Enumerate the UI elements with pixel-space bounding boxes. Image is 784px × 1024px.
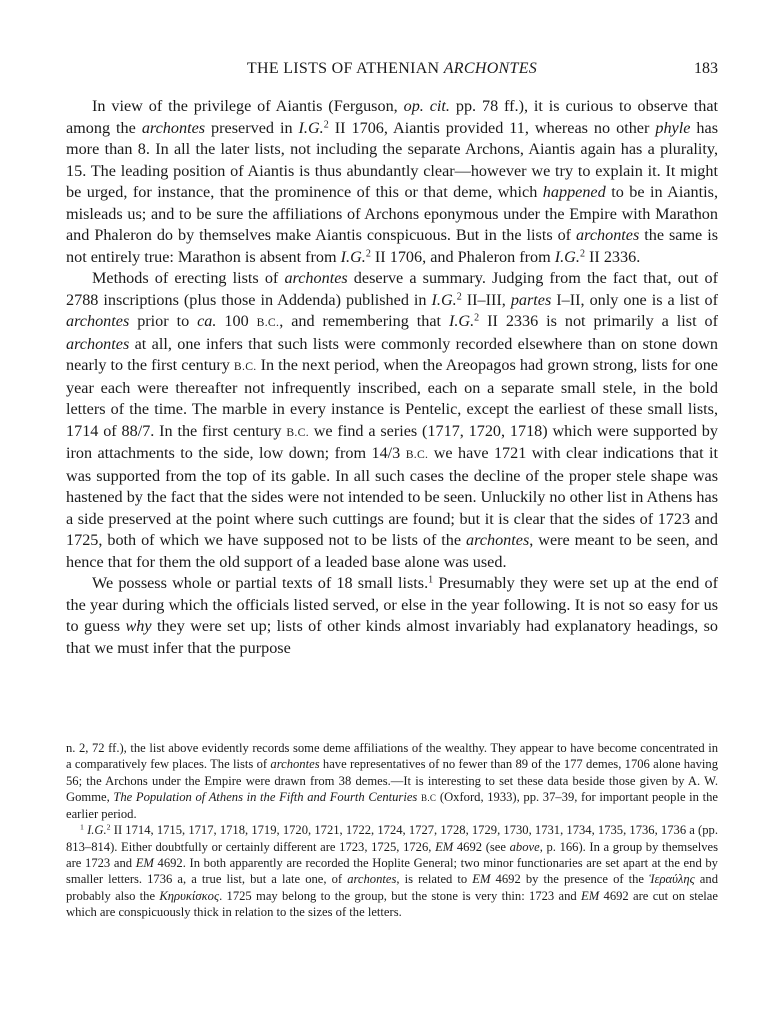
text-run: Presumably they were set up at the end of the year during which the officials listed served, or else in the year following. It is not so easy for us to guess — [66, 574, 718, 635]
italic-run: why — [125, 617, 152, 635]
text-run: 4692 are cut on stelae which are conspicuously thick in relation to the sizes of the letters. — [66, 888, 718, 919]
superscript: 2 — [474, 312, 480, 324]
italic-run: op. cit. — [403, 97, 450, 115]
page-number: 183 — [694, 60, 718, 77]
italic-run: EM — [435, 839, 454, 854]
text-run: (Oxford, 1933), pp. 37–39, for important people in the earlier period. — [66, 789, 718, 822]
paragraph — [66, 573, 718, 659]
small-caps-run: B.C. — [405, 448, 429, 461]
text-run: deserve a summary. Judging from the fact that, out of 2788 inscriptions (plus those in Addenda) published in — [66, 269, 718, 309]
italic-run: archontes — [347, 872, 397, 887]
italic-run: I.G. — [448, 312, 475, 330]
text-run: we find a series (1717, 1720, 1718) which were supported by iron attachments to the side, low down; from 14/3 — [66, 421, 718, 462]
text-run: prior to — [129, 312, 198, 330]
text-run: , p. 166). In a group by themselves are 1723 and — [66, 839, 718, 871]
text-run: II 1706, Aiantis provided 11, whereas no other — [328, 118, 656, 137]
italic-run: I.G. — [431, 290, 457, 309]
text-run: the same is not entirely true: Marathon is absent from — [66, 226, 718, 266]
text-run: In view of the privilege of Aiantis (Ferguson, — [92, 97, 404, 115]
text-run: preserved in — [205, 118, 299, 137]
text-run: , and remembering that — [279, 312, 449, 330]
small-caps-run: B.C — [420, 792, 437, 803]
text-run: II 2336. — [584, 247, 641, 266]
text-run: II 1706, and Phaleron from — [370, 247, 555, 266]
italic-run: I.G. — [298, 118, 324, 137]
italic-run: Κηρυκίσκος — [159, 888, 220, 903]
italic-run: archontes — [284, 269, 348, 287]
text-run: II 2336 is not primarily a list of — [479, 312, 718, 330]
text-run: 4692 (see — [453, 839, 510, 854]
italic-run: phyle — [655, 118, 691, 137]
italic-run: ca. — [197, 312, 217, 330]
italic-run: EM — [472, 872, 491, 887]
superscript: 2 — [106, 823, 111, 833]
body-text — [66, 96, 718, 659]
italic-run: happened — [542, 183, 606, 201]
superscript: 1 — [428, 574, 434, 586]
paragraph — [66, 96, 718, 268]
running-title-italic: ARCHONTES — [443, 60, 538, 77]
italic-run: EM — [135, 856, 154, 871]
small-caps-run: B.C. — [233, 360, 257, 373]
text-run: and probably also the — [66, 872, 718, 903]
italic-run: archontes — [141, 118, 206, 137]
italic-run: I.G. — [87, 823, 107, 838]
running-title-plain: THE LISTS OF ATHENIAN — [246, 60, 444, 77]
superscript: 2 — [579, 247, 585, 259]
italic-run: I.G. — [340, 247, 366, 266]
text-run: In the next period, when the Areopagos had grown strong, lists for one year each were thereafter not infrequently inscribed, each on a separate small stele, in the bold letters of the time. The marble in every instance is Pentelic, except the earliest of these small lists, 1714 of 88/7. In the first century — [66, 356, 718, 440]
text-run: . 1725 may belong to the group, but the stone is very thin: 1723 and — [219, 888, 582, 903]
text-run: I–II, only one is a list of — [551, 290, 718, 309]
italic-run: I.G. — [554, 247, 580, 266]
running-header — [66, 60, 718, 82]
footnote-1 — [66, 822, 718, 920]
superscript: 2 — [323, 118, 329, 130]
text-run: , were meant to be seen, and hence that for them the old support of a leaded base alone was used. — [66, 531, 718, 571]
italic-run: archontes — [66, 312, 130, 330]
text-run: at all, one infers that such lists were commonly recorded elsewhere than on stone down nearly to the first century — [66, 334, 718, 374]
text-run: We possess whole or partial texts of 18 small lists. — [92, 574, 429, 592]
italic-run: The Population of Athens in the Fifth and Fourth Centuries — [113, 789, 418, 804]
superscript: 1 — [80, 823, 84, 833]
text-run: we have 1721 with clear indications that it was supported from the top of its gable. In all such cases the decline of the proper stele shape was hastened by the fact that the sides were not intended to be seen. Unluckily no other list in Athens has a side preserved at the point where such cuttings are found; but it is clear that the sides of 1723 and 1725, both of which we have supposed not to be lists of the — [66, 444, 718, 549]
italic-run: archontes — [270, 757, 320, 772]
italic-run: partes — [510, 290, 552, 309]
footnote-continuation — [66, 740, 718, 822]
running-title — [66, 60, 718, 78]
text-run: has more than 8. In all the later lists, not including the separate Archons, Aiantis again has a plurality, 15. The leading position of Aiantis is thus abundantly clear—however we try to explain it. It might be urged, for instance, that the prominence of this or that deme, which — [66, 118, 718, 201]
footnotes — [66, 740, 718, 920]
text-run: pp. 78 ff.), it is curious to observe that among the — [66, 97, 719, 137]
text-run: II–III, — [461, 290, 511, 309]
text-run: they were set up; lists of other kinds almost invariably had explanatory headings, so that we must infer that the purpose — [66, 617, 718, 657]
superscript: 2 — [365, 247, 371, 259]
text-run: II 1714, 1715, 1717, 1718, 1719, 1720, 1721, 1722, 1724, 1727, 1728, 1729, 1730, 1731, 1734, 1735, 1736, 1736 a (pp. 813–814). Either doubtfully or certainly different are 1723, 1725, 1726, — [66, 823, 718, 854]
italic-run: EM — [581, 888, 600, 903]
paragraph — [66, 268, 718, 573]
italic-run: Ἱεραύλης — [649, 872, 695, 887]
small-caps-run: B.C. — [286, 425, 309, 439]
text-run: to be in Aiantis, misleads us; and to be sure the affiliations of Archons eponymous under the Empire with Marathon and Phaleron do by themselves make Aiantis conspicuous. But in the lists of — [66, 183, 718, 244]
italic-run: archontes — [66, 334, 130, 353]
text-run: n. 2, 72 ff.), the list above evidently records some deme affiliations of the wealthy. They appear to have become concentrated in a comparatively few places. The lists of — [66, 741, 718, 772]
italic-run: archontes — [466, 531, 530, 549]
text-run: have representatives of no fewer than 89 of the 177 demes, 1706 alone having 56; the Archons under the Empire were drawn from 38 demes.—It is interesting to set these data beside those given by A. W. Gomme, — [66, 757, 718, 804]
text-run: Methods of erecting lists of — [92, 269, 285, 287]
text-run: 4692 by the presence of the — [490, 872, 650, 887]
superscript: 2 — [456, 290, 462, 302]
text-run: 4692. In both apparently are recorded the Hoplite General; two minor functionaries are set apart at the end by smaller letters. 1736 a, a true list, but a late one, of — [66, 856, 718, 887]
text-run: 100 — [216, 312, 257, 330]
italic-run: archontes — [576, 226, 640, 244]
small-caps-run: B.C. — [256, 316, 280, 329]
text-run: , is related to — [396, 872, 473, 887]
italic-run: above — [509, 839, 540, 854]
